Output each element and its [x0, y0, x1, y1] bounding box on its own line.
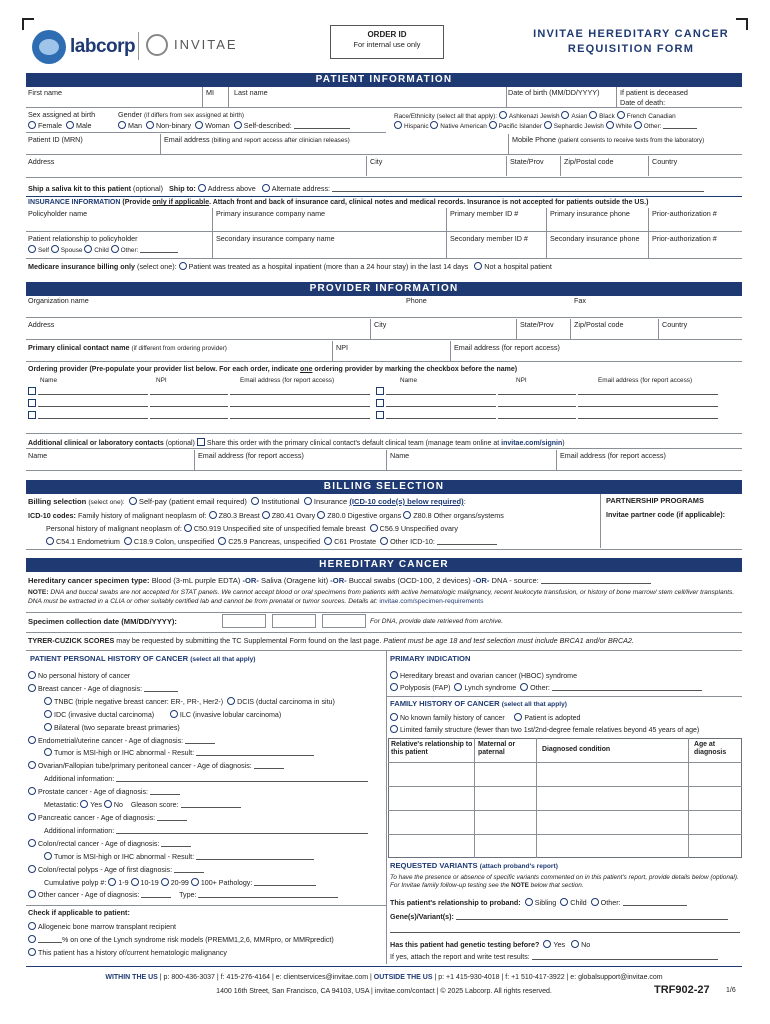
ordering-provider-header: Ordering provider (Pre-populate your provider list below. For each order, indicate one ordering provider by marking the checkbox before the name) — [28, 366, 518, 373]
order-id-box[interactable]: ORDER ID For internal use only — [330, 25, 444, 59]
requested-variants-title: REQUESTED VARIANTS (attach proband's report) — [390, 861, 558, 870]
col-diagnosed-condition: Diagnosed condition — [542, 746, 611, 753]
provider-info-bar: PROVIDER INFORMATION — [26, 282, 742, 296]
relationship-options: Self Spouse Child Other: — [28, 245, 178, 254]
secondary-insurance-field[interactable]: Secondary insurance company name — [216, 234, 335, 243]
collection-day[interactable] — [272, 614, 316, 628]
personal-history-title: PATIENT PERSONAL HISTORY OF CANCER (select all that apply) — [30, 654, 256, 663]
hereditary-cancer-bar: HEREDITARY CANCER — [26, 558, 742, 572]
gene-variant-field: Gene(s)/Variant(s): — [390, 912, 728, 921]
check-applicable-list: Allogeneic bone marrow transplant recipient % on one of the Lynch syndrome risk models (PREMM1,2,6, MMRpro, or MMRpredict) This patient has a history of/current hematologic malignancy — [28, 921, 334, 959]
primary-insurance-phone-field[interactable]: Primary insurance phone — [550, 209, 630, 218]
tyrer-cuzick-row: TYRER-CUZICK SCORES may be requested by submitting the TC Supplemental Form found on the last page. Patient must be age 18 and test selection must include BRCA1 and/or BRCA2. — [28, 636, 634, 645]
patient-info-bar: PATIENT INFORMATION — [26, 73, 742, 87]
crop-mark — [22, 18, 34, 30]
personal-history-list: No personal history of cancer Breast cancer - Age of diagnosis: TNBC (triple negative breast cancer: ER-, PR-, Her2-) DCIS (ductal carcinoma in situ) IDC (invasive ductal carcinoma) ILC (invasive lobular carcinoma) Bilateral (two separate breast primaries) Endometrial/uterine cancer - Age of diagnosis: Tumor is MSI-high or IHC abnormal - Result: Ovarian/Fallopian tube/primary peritoneal cancer - Age of diagnosis: Additional information: Prostate cancer - Age of diagnosis: Metastatic: Yes No Gleason score: Pancreatic cancer - Age of diagnosis: Additional information: Colon/rectal cancer - Age of diagnosis: Tumor is MSI-high or IHC abnormal - Result: Colon/rectal polyps - Age of first diagnosis: Cumulative polyp #: 1-9 10-19 20-99 100+ Pathology: Other cancer - Age of diagnosis: Type: — [28, 670, 384, 902]
ordering-provider-list[interactable] — [28, 387, 744, 423]
contact-npi-field[interactable]: NPI — [336, 343, 348, 352]
secondary-member-id-field[interactable]: Secondary member ID # — [450, 234, 528, 243]
col-relationship: Relative's relationship to this patient — [391, 741, 473, 756]
labcorp-wordmark: labcorp — [70, 36, 136, 57]
secondary-phone-field[interactable]: Secondary insurance phone — [550, 234, 640, 243]
prior-auth-2-field[interactable]: Prior-authorization # — [652, 234, 717, 243]
address-field[interactable]: Address — [28, 157, 55, 166]
provider-fax-field[interactable]: Fax — [574, 296, 586, 305]
collection-date-label: Specimen collection date (MM/DD/YYYY): — [28, 617, 177, 626]
family-history-options: No known family history of cancer Patient is adopted Limited family structure (fewer than two 1st/2nd-degree female relatives beyond 45 years of age) — [390, 713, 699, 737]
icd-personal-codes: Personal history of malignant neoplasm of: C50.919 Unspecified site of unspecified female breast C56.9 Unspecified ovary — [46, 524, 458, 533]
additional-contacts-row: Additional clinical or laboratory contacts (optional) Share this order with the primary clinical contact's default clinical team (manage team online at invitae.com/signin) — [28, 440, 565, 447]
country-field[interactable]: Country — [652, 157, 678, 166]
page-number: 1/6 — [726, 987, 736, 994]
addl-email-2-field[interactable]: Email address (for report access) — [560, 451, 666, 460]
mobile-phone-field: Mobile Phone (patient consents to receive texts from the laboratory) — [512, 135, 705, 144]
city-field[interactable]: City — [370, 157, 383, 166]
proband-relationship-row: This patient's relationship to proband: Sibling Child Other: — [390, 898, 687, 907]
race-options-2: Hispanic Native American Pacific Islander Sephardic Jewish White Other: — [394, 121, 697, 130]
primary-contact-field: Primary clinical contact name (if different from ordering provider) — [28, 343, 227, 352]
col-maternal-paternal: Maternal or paternal — [478, 741, 516, 756]
relationship-label: Patient relationship to policyholder — [28, 234, 138, 243]
icd-family-codes: ICD-10 codes: Family history of malignant neoplasm of: Z80.3 Breast Z80.41 Ovary Z80.0 Digestive organs Z80.8 Other organs/systems — [28, 511, 504, 520]
form-title: INVITAE HEREDITARY CANCER — [533, 28, 729, 40]
organization-field[interactable]: Organization name — [28, 296, 89, 305]
addl-email-field[interactable]: Email address (for report access) — [198, 451, 304, 460]
icd-personal-codes-2: C54.1 Endometrium C18.9 Colon, unspecified C25.9 Pancreas, unspecified C61 Prostate Other ICD-10: — [46, 537, 497, 546]
partnership-title: PARTNERSHIP PROGRAMS — [606, 496, 704, 505]
last-name-field[interactable]: Last name — [234, 88, 268, 97]
provider-city-field[interactable]: City — [374, 320, 387, 329]
addl-name-field[interactable]: Name — [28, 451, 48, 460]
form-subtitle: REQUISITION FORM — [567, 43, 695, 55]
provider-state-field[interactable]: State/Prov — [520, 320, 554, 329]
contact-email-field[interactable]: Email address (for report access) — [454, 343, 560, 352]
labcorp-logo-icon — [32, 30, 66, 64]
invitae-logo-icon — [146, 34, 168, 56]
gender-label: Gender (if differs from sex assigned at birth) — [118, 110, 244, 119]
mi-field[interactable]: MI — [206, 88, 214, 97]
billing-options: Billing selection (select one): Self-pay (patient email required) Institutional Insurance (ICD-10 code(s) below required): — [28, 497, 466, 506]
form-code: TRF902-27 — [654, 984, 710, 996]
zip-field[interactable]: Zip/Postal code — [564, 157, 614, 166]
state-field[interactable]: State/Prov — [510, 157, 544, 166]
specimen-type-row: Hereditary cancer specimen type: Blood (3-mL purple EDTA) -OR- Saliva (Oragene kit) -OR- Buccal swabs (OCD-100, 2 devices) -OR- DNA - source: — [28, 576, 651, 586]
family-history-title: FAMILY HISTORY OF CANCER (select all that apply) — [390, 699, 567, 708]
footer-address-line: 1400 16th Street, San Francisco, CA 94103, USA | invitae.com/contact | © 2025 Labcorp. All rights reserved. — [216, 988, 552, 995]
footer-contact-line: WITHIN THE US | p: 800-436-3037 | f: 415-276-4164 | e: clientservices@invitae.com | OUTSIDE THE US | p: +1 415-930-4018 | f: +1 510-417-3922 | e: globalsupport@invitae.com — [105, 974, 663, 981]
deceased-label: If patient is deceased — [620, 88, 688, 97]
specimen-note: NOTE: DNA and buccal swabs are not accepted for STAT panels. We cannot accept blood or oral specimens from patients with active hematologic malignancy, recent leukocyte transfusion, or history of bone marrow/ stem cell/liver transplants. DNA must be extracted in a CLIA or other suitably certified lab and cannot be from prenatal or tumor sources. Details at: invitae.com/specimen-requirements — [28, 589, 735, 605]
primary-indication-options: Hereditary breast and ovarian cancer (HBOC) syndrome Polyposis (FAP) Lynch syndrome Other: — [390, 670, 702, 694]
provider-country-field[interactable]: Country — [662, 320, 688, 329]
invitae-wordmark: INVITAE — [174, 37, 238, 52]
provider-phone-field[interactable]: Phone — [406, 296, 427, 305]
prior-auth-field[interactable]: Prior-authorization # — [652, 209, 717, 218]
first-name-field[interactable]: First name — [28, 88, 62, 97]
primary-indication-title: PRIMARY INDICATION — [390, 654, 471, 663]
race-options: Race/Ethnicity (select all that apply): Ashkenazi Jewish Asian Black French Canadian — [394, 113, 676, 120]
sex-label: Sex assigned at birth — [28, 110, 96, 119]
insurance-header: INSURANCE INFORMATION (Provide only if applicable. Attach front and back of insurance card, clinical notes and medical records. Insurance is not accepted for patients outside the US.) — [28, 199, 649, 206]
collection-month[interactable] — [222, 614, 266, 628]
primary-member-id-field[interactable]: Primary member ID # — [450, 209, 519, 218]
gender-options: Man Non-binary Woman Self-described: — [118, 121, 350, 130]
dob-field[interactable]: Date of birth (MM/DD/YYYY) — [508, 88, 600, 97]
date-of-death-field[interactable]: Date of death: — [620, 98, 666, 107]
check-applicable-label: Check if applicable to patient: — [28, 908, 130, 917]
ship-kit-row: Ship a saliva kit to this patient (optional) Ship to: Address above Alternate address: — [28, 184, 704, 193]
prior-testing-row: Has this patient had genetic testing before? Yes No — [390, 940, 591, 949]
patient-email-field: Email address (billing and report access after clinician releases) — [164, 135, 350, 144]
primary-insurance-field[interactable]: Primary insurance company name — [216, 209, 326, 218]
collection-year[interactable] — [322, 614, 366, 628]
provider-zip-field[interactable]: Zip/Postal code — [574, 320, 624, 329]
requested-variants-note: To have the presence or absence of specific variants commented on in this patient's report, provide details below (optional). For Invitae family follow-up testing see the NOTE below that section. — [390, 874, 739, 890]
provider-address-field[interactable]: Address — [28, 320, 55, 329]
policyholder-field[interactable]: Policyholder name — [28, 209, 88, 218]
radio[interactable] — [66, 121, 74, 129]
medicare-row: Medicare insurance billing only (select one): Patient was treated as a hospital inpatient (more than a 24 hour stay) in the last 14 days Not a hospital patient — [28, 262, 552, 271]
prior-results-field: If yes, attach the report and write test results: — [390, 952, 718, 962]
addl-name-2-field[interactable]: Name — [390, 451, 410, 460]
patient-id-field[interactable]: Patient ID (MRN) — [28, 135, 83, 144]
col-age: Age at diagnosis — [694, 741, 727, 756]
radio[interactable] — [28, 121, 36, 129]
sex-options: Female Male — [28, 121, 92, 130]
billing-selection-bar: BILLING SELECTION — [26, 480, 742, 494]
dna-date-note: For DNA, provide date retrieved from archive. — [370, 618, 504, 625]
partner-code-field: Invitae partner code (if applicable): — [606, 510, 726, 519]
